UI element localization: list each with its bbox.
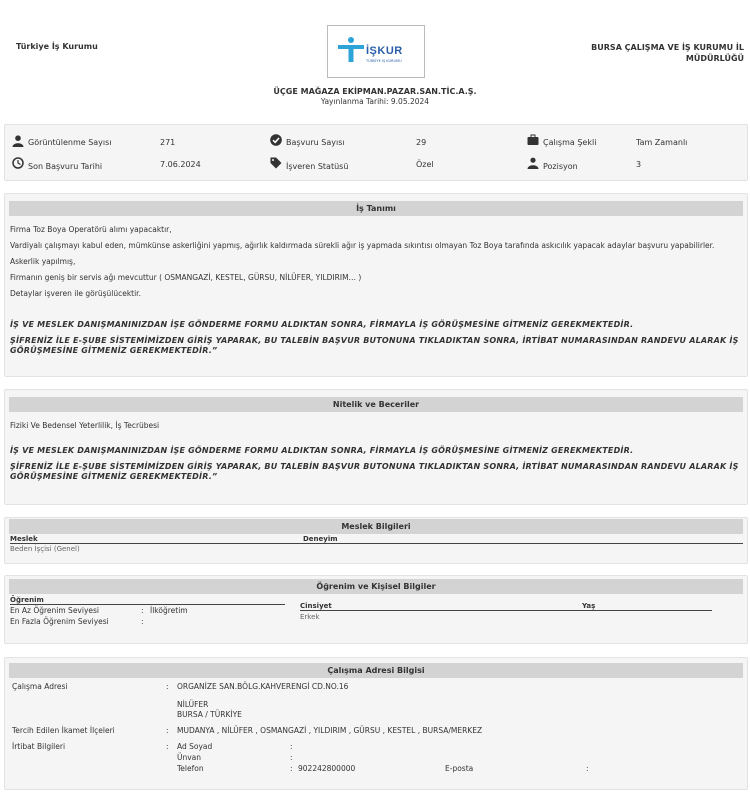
user-icon — [12, 135, 24, 147]
stats-panel — [4, 124, 748, 181]
work-address-line1: ORGANİZE SAN.BÖLG.KAHVERENGİ CD.NO.16 — [177, 682, 349, 691]
contact-name-colon: : — [290, 742, 293, 751]
gender-value: Erkek — [300, 613, 320, 621]
warning-referral: İŞ VE MESLEK DANIŞMANINIZDAN İŞE GÖNDERME FORMU ALDIKTAN SONRA, FİRMAYLA İŞ GÖRÜŞMESİNE GİTMENİZ GEREKMEKTEDİR. — [10, 320, 634, 329]
occupation-col-header: Meslek — [10, 535, 38, 543]
contact-phone-colon: : — [290, 764, 293, 773]
job-line: Firmanın geniş bir servis ağı mevcuttur ( OSMANGAZİ, KESTEL, GÜRSU, NİLÜFER, YILDIRIM… ) — [10, 273, 362, 282]
last-date-value: 7.06.2024 — [160, 160, 201, 169]
max-education-label: En Fazla Öğrenim Seviyesi — [10, 617, 109, 626]
occupation-section-title: Meslek Bilgileri — [9, 519, 743, 534]
min-education-label: En Az Öğrenim Seviyesi — [10, 606, 99, 615]
education-heading: Öğrenim — [10, 596, 44, 604]
experience-col-header: Deneyim — [303, 535, 338, 543]
work-address-line2: NİLÜFER — [177, 700, 209, 709]
work-type-label: Çalışma Şekli — [543, 138, 597, 147]
institution-name: Türkiye İş Kurumu — [16, 42, 98, 51]
last-date-label: Son Başvuru Tarihi — [28, 162, 103, 171]
skills-section-title: Nitelik ve Beceriler — [9, 397, 743, 412]
iskur-logo — [327, 25, 425, 78]
work-address-colon: : — [166, 682, 169, 691]
contact-email-label: E-posta — [445, 764, 474, 773]
residence-value: MUDANYA , NİLÜFER , OSMANGAZİ , YILDIRIM , GÜRSU , KESTEL , BURSA/MERKEZ — [177, 726, 483, 735]
directorate-line2: MÜDÜRLÜĞÜ — [685, 54, 744, 63]
job-line: Detaylar işveren ile görüşülücektir. — [10, 289, 141, 298]
job-line: Vardiyalı çalışmayı kabul eden, mümkünse askerliğini yapmış, ağırlık kaldırmada sürekli ağır iş yapmada sıkıntısı olmayan Toz Boya tarafında askıcılık yapacak adaylar başvuru yapabilirler. — [10, 241, 715, 250]
views-label: Görüntülenme Sayısı — [28, 138, 112, 147]
contact-phone-label: Telefon — [177, 764, 204, 773]
employer-status-value: Özel — [416, 160, 434, 169]
work-address-label: Çalışma Adresi — [12, 682, 68, 691]
users-icon — [527, 157, 539, 169]
contact-name-label: Ad Soyad — [177, 742, 213, 751]
min-education-colon: : — [141, 606, 144, 615]
contact-title-label: Ünvan — [177, 753, 202, 762]
warning-eshube: ŞİFRENİZ İLE E-ŞUBE SİSTEMİMİZDEN GİRİŞ YAPARAK, BU TALEBİN BAŞVUR BUTONUNA TIKLADIKTAN SONRA, İRTİBAT NUMARASINDAN RANDEVU ALARAK İŞ — [10, 336, 739, 345]
contact-colon: : — [166, 742, 169, 751]
residence-label: Tercih Edilen İkamet İlçeleri — [12, 726, 115, 735]
max-education-colon: : — [141, 617, 144, 626]
tag-icon — [270, 157, 282, 169]
clock-icon — [12, 157, 24, 169]
occupation-value: Beden İşçisi (Genel) — [10, 545, 80, 553]
warning-referral: İŞ VE MESLEK DANIŞMANINIZDAN İŞE GÖNDERME FORMU ALDIKTAN SONRA, FİRMAYLA İŞ GÖRÜŞMESİNE GİTMENİZ GEREKMEKTEDİR. — [10, 446, 634, 455]
contact-title-colon: : — [290, 753, 293, 762]
education-section-title: Öğrenim ve Kişisel Bilgiler — [9, 579, 743, 594]
contact-phone-value: 902242800000 — [298, 764, 356, 773]
job-section-title: İş Tanımı — [9, 201, 743, 216]
briefcase-icon — [527, 134, 539, 146]
skills-line: Fiziki Ve Bedensel Yeterlilik, İş Tecrübesi — [10, 421, 160, 430]
job-line: Askerlik yapılmış, — [10, 257, 76, 266]
contact-label: İrtibat Bilgileri — [12, 742, 66, 751]
occupation-divider — [10, 543, 743, 544]
directorate-name — [514, 42, 744, 64]
age-label: Yaş — [582, 602, 596, 610]
check-circle-icon — [270, 134, 282, 146]
education-divider — [10, 604, 285, 605]
company-name: ÜÇGE MAĞAZA EKİPMAN.PAZAR.SAN.TİC.A.Ş. — [273, 87, 477, 96]
publish-date: Yayınlanma Tarihi: 9.05.2024 — [320, 97, 430, 106]
job-line: Firma Toz Boya Operatörü alımı yapacaktır, — [10, 225, 172, 234]
iskur-logo-icon — [338, 36, 364, 64]
address-section-title: Çalışma Adresi Bilgisi — [9, 663, 743, 678]
personal-divider — [300, 610, 712, 611]
work-address-line3: BURSA / TÜRKİYE — [177, 710, 242, 719]
logo-sub-text: TÜRKİYE İŞ KURUMU — [366, 59, 402, 63]
applications-label: Başvuru Sayısı — [286, 138, 345, 147]
employer-status-label: İşveren Statüsü — [286, 162, 349, 171]
contact-email-colon: : — [586, 764, 589, 773]
positions-value: 3 — [636, 160, 642, 169]
views-value: 271 — [160, 138, 176, 147]
applications-value: 29 — [416, 138, 427, 147]
warning-eshube: ŞİFRENİZ İLE E-ŞUBE SİSTEMİMİZDEN GİRİŞ YAPARAK, BU TALEBİN BAŞVUR BUTONUNA TIKLADIKTAN SONRA, İRTİBAT NUMARASINDAN RANDEVU ALARAK İŞ — [10, 462, 739, 471]
min-education-value: İlköğretim — [150, 606, 188, 615]
residence-colon: : — [166, 726, 169, 735]
work-type-value: Tam Zamanlı — [636, 138, 688, 147]
logo-brand-text: İŞKUR — [366, 45, 403, 57]
positions-label: Pozisyon — [543, 162, 578, 171]
gender-label: Cinsiyet — [300, 602, 332, 610]
warning-eshube-cont: GÖRÜŞMESİNE GİTMENİZ GEREKMEKTEDİR.” — [10, 346, 218, 355]
warning-eshube-cont: GÖRÜŞMESİNE GİTMENİZ GEREKMEKTEDİR.” — [10, 472, 218, 481]
directorate-line1: BURSA ÇALIŞMA VE İŞ KURUMU İL — [591, 43, 744, 52]
